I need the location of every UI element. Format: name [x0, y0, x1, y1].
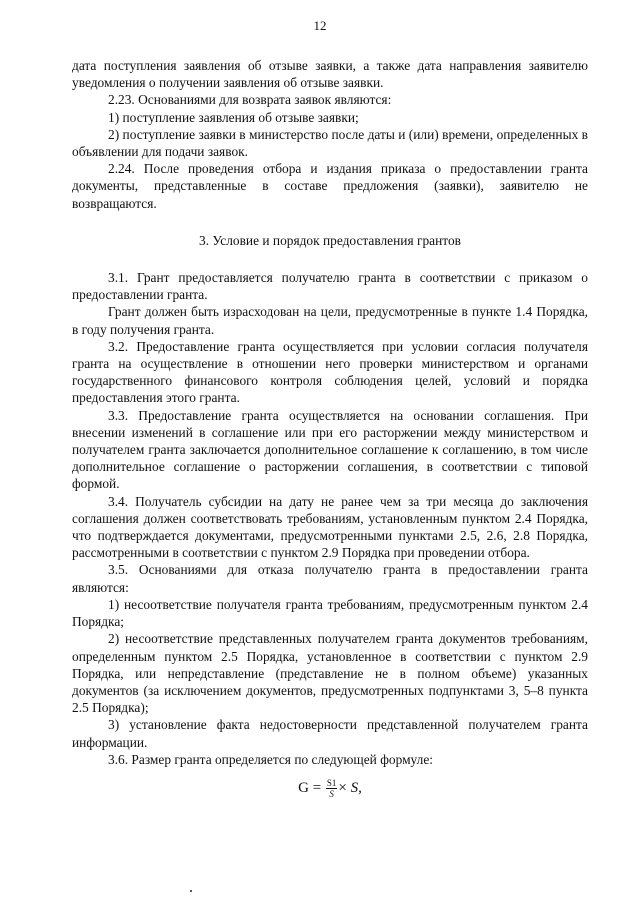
paragraph-3-1-purpose: Грант должен быть израсходован на цели, предусмотренные в пункте 1.4 Порядка, в году получения гранта.	[72, 304, 588, 337]
paragraph-3-3: 3.3. Предоставление гранта осуществляется на основании соглашения. При внесении изменений в соглашение или при его расторжении между министерством и получателем гранта заключается дополнительное соглашение к соглашению, в том числе дополнительное соглашение о расторжении соглашения, в соответствии с типовой формой.	[72, 407, 588, 492]
paragraph-continuation: дата поступления заявления об отзыве заявки, а также дата направления заявителю уведомления о получении заявления об отзыве заявки.	[72, 58, 588, 91]
paragraph-3-2: 3.2. Предоставление гранта осуществляется при условии согласия получателя гранта на осуществление в отношении него проверки министерством и органами государственного финансового контроля соблюдения целей, условий и порядка предоставления этого гранта.	[72, 338, 588, 406]
grant-formula	[72, 778, 588, 799]
paragraph-3-4: 3.4. Получатель субсидии на дату не ранее чем за три месяца до заключения соглашения должен соответствовать требованиям, установленным пунктом 2.4 Порядка, что подтверждается документами, предусмотренными пунктами 2.5, 2.6, 2.8 Порядка, рассмотренными в соответствии с пунктом 2.9 Порядка при проведении отбора.	[72, 493, 588, 561]
document-body	[72, 57, 588, 799]
paragraph-2-24: 2.24. После проведения отбора и издания приказа о предоставлении гранта документы, представленные в составе предложения (заявки), заявителю не возвращаются.	[72, 161, 588, 211]
formula-lhs: G	[298, 779, 309, 796]
formula-numerator: S1	[326, 777, 337, 788]
formula-times: ×	[338, 779, 347, 796]
scan-speck	[190, 890, 192, 892]
paragraph-3-1: 3.1. Грант предоставляется получателю гранта в соответствии с приказом о предоставлении гранта.	[72, 270, 588, 303]
list-item-3-5-2: 2) несоответствие представленных получателем гранта документов требованиям, определенным пунктом 2.5 Порядка, установленное в соответствии с пунктом 2.9 Порядка, или непредставление (представление не в полном объеме) указанных документов (за исключением документов, предусмотренных подпунктами 3, 5–8 пункта 2.5 Порядка);	[72, 631, 588, 716]
paragraph-3-6: 3.6. Размер гранта определяется по следующей формуле:	[108, 751, 433, 767]
formula-equals: =	[312, 779, 322, 796]
list-item-2-23-1: 1) поступление заявления об отзыве заявки;	[108, 109, 359, 125]
list-item-3-5-3: 3) установление факта недостоверности представленной получателем гранта информации.	[72, 717, 588, 750]
page-number: 12	[313, 18, 327, 33]
formula-denominator: S	[329, 788, 334, 799]
formula-fraction	[326, 778, 338, 799]
list-item-3-5-1: 1) несоответствие получателя гранта требованиям, предусмотренным пунктом 2.4 Порядка;	[72, 596, 588, 630]
paragraph-3-5: 3.5. Основаниями для отказа получателю гранта в предоставлении гранта являются:	[72, 562, 588, 595]
formula-rhs: S,	[350, 779, 362, 796]
list-item-2-23-2: 2) поступление заявки в министерство после даты и (или) времени, определенных в объявлении для подачи заявок.	[72, 126, 588, 160]
section-heading-3: 3. Условие и порядок предоставления грантов	[199, 232, 461, 248]
paragraph-2-23: 2.23. Основаниями для возврата заявок являются:	[108, 92, 392, 108]
